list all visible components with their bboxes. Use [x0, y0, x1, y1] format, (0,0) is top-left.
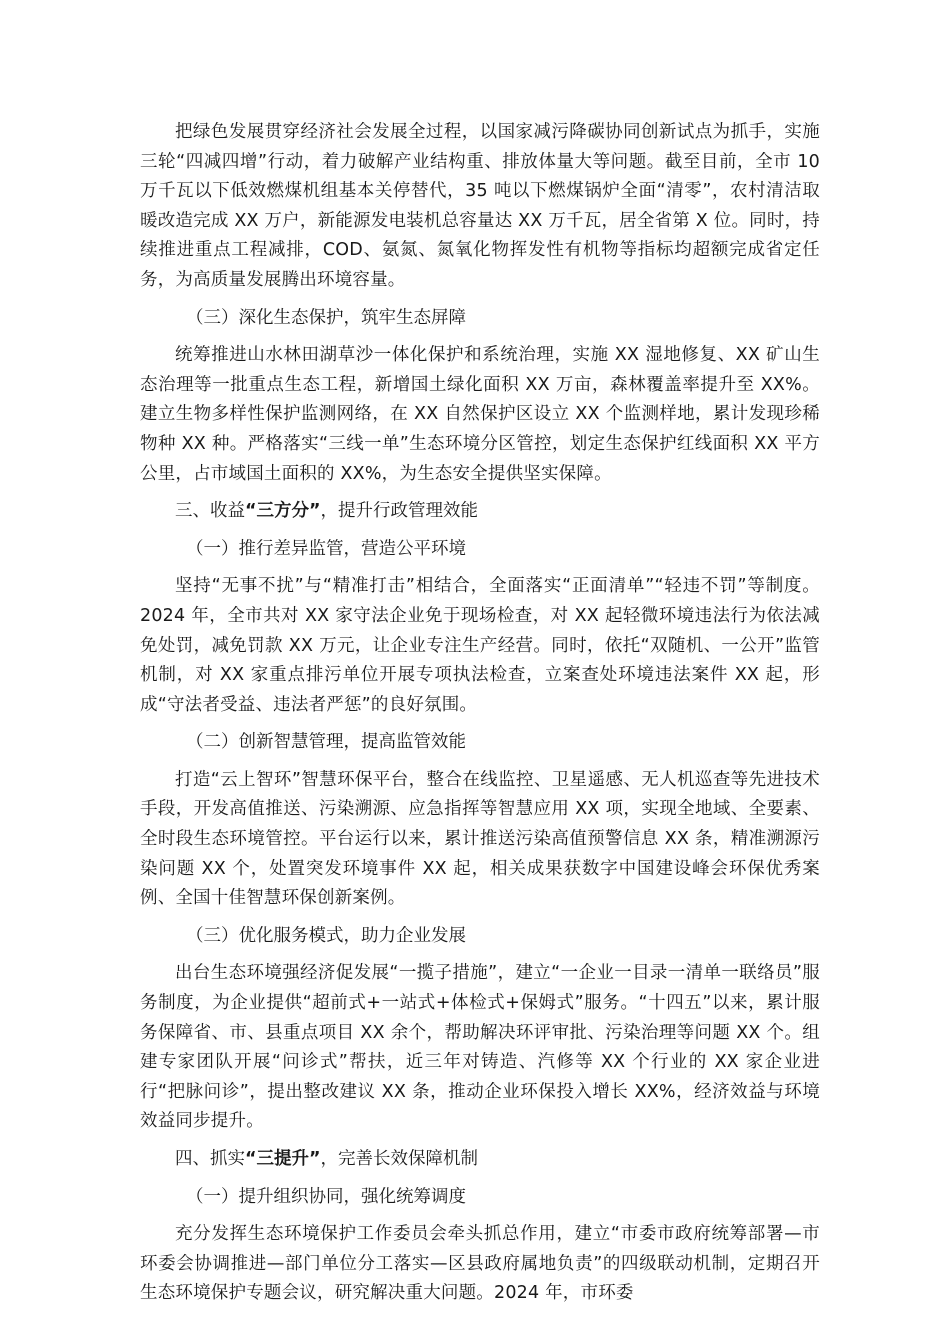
section-heading-four-suffix: ，完善长效保障机制 — [320, 1149, 479, 1169]
paragraph-smart-management: 打造“云上智环”智慧环保平台，整合在线监控、卫星遥感、无人机巡查等先进技术手段，开发高值推送、污染溯源、应急指挥等智慧应用 XX 项，实现全地域、全要素、全时段生态环境管控。平台运行以来，累计推送污染高值预警信息 XX 条，精准溯源污染问题 XX 个，处置突发环境事件 XX 起，相关成果获数字中国建设峰会环保优秀案例、全国十佳智慧环保创新案例。 — [140, 769, 820, 909]
subheading-differentiated-supervision: （一）推行差异监管，营造公平环境 — [186, 538, 466, 559]
paragraph-organization-coordination: 充分发挥生态环境保护工作委员会牵头抓总作用，建立“市委市政府统筹部署—市环委会协调推进—部门单位分工落实—区县政府属地负责”的四级联动机制，定期召开生态环境保护专题会议，研究解决重大问题。2024 年，市环委 — [140, 1224, 820, 1304]
paragraph-differentiated-supervision: 坚持“无事不扰”与“精准打击”相结合，全面落实“正面清单”“轻违不罚”等制度。2024 年，全市共对 XX 家守法企业免于现场检查，对 XX 起轻微环境违法行为依法减免处罚，减免罚款 XX 万元，让企业专注生产经营。同时，依托“双随机、一公开”监管机制，对 XX 家重点排污单位开展专项执法检查，立案查处环境违法案件 XX 起，形成“守法者受益、违法者严惩”的良好氛围。 — [140, 576, 820, 715]
paragraph-green-development: 把绿色发展贯穿经济社会发展全过程，以国家减污降碳协同创新试点为抓手，实施三轮“四减四增”行动，着力破解产业结构重、排放体量大等问题。截至目前，全市 10 万千瓦以下低效燃煤机组基本关停替代，35 吨以下燃煤锅炉全面“清零”，农村清洁取暖改造完成 XX 万户，新能源发电装机总容量达 XX 万千瓦，居全省第 X 位。同时，持续推进重点工程减排，COD、氨氮、氮氧化物挥发性有机物等指标均超额完成省定任务，为高质量发展腾出环境容量。 — [140, 122, 820, 290]
subheading-ecological-protection: （三）深化生态保护，筑牢生态屏障 — [186, 307, 466, 328]
document-body — [140, 118, 820, 1309]
subheading-smart-management: （二）创新智慧管理，提高监管效能 — [186, 732, 466, 753]
section-heading-four-prefix: 四、抓实 — [175, 1149, 245, 1169]
section-heading-three — [140, 497, 820, 527]
section-heading-four — [140, 1145, 820, 1175]
section-heading-three-prefix: 三、收益 — [175, 501, 245, 522]
section-heading-three-suffix: ，提升行政管理效能 — [320, 501, 479, 522]
subheading-organization-coordination: （一）提升组织协同，强化统筹调度 — [186, 1186, 466, 1207]
section-heading-four-quote: “三提升” — [245, 1149, 321, 1169]
paragraph-service-model: 出台生态环境强经济促发展“一揽子措施”，建立“一企业一目录一清单一联络员”服务制度，为企业提供“超前式+一站式+体检式+保姆式”服务。“十四五”以来，累计服务保障省、市、县重点项目 XX 余个，帮助解决环评审批、污染治理等问题 XX 个。组建专家团队开展“问诊式”帮扶，近三年对铸造、汽修等 XX 个行业的 XX 家企业进行“把脉问诊”，提出整改建议 XX 条，推动企业环保投入增长 XX%，经济效益与环境效益同步提升。 — [140, 963, 820, 1132]
subheading-service-model: （三）优化服务模式，助力企业发展 — [186, 925, 466, 946]
section-heading-three-quote: “三方分” — [245, 501, 321, 522]
paragraph-ecological-protection: 统筹推进山水林田湖草沙一体化保护和系统治理，实施 XX 湿地修复、XX 矿山生态治理等一批重点生态工程，新增国土绿化面积 XX 万亩，森林覆盖率提升至 XX%。建立生物多样性保护监测网络，在 XX 自然保护区设立 XX 个监测样地，累计发现珍稀物种 XX 种。严格落实“三线一单”生态环境分区管控，划定生态保护红线面积 XX 平方公里，占市域国土面积的 XX%，为生态安全提供坚实保障。 — [140, 345, 820, 484]
